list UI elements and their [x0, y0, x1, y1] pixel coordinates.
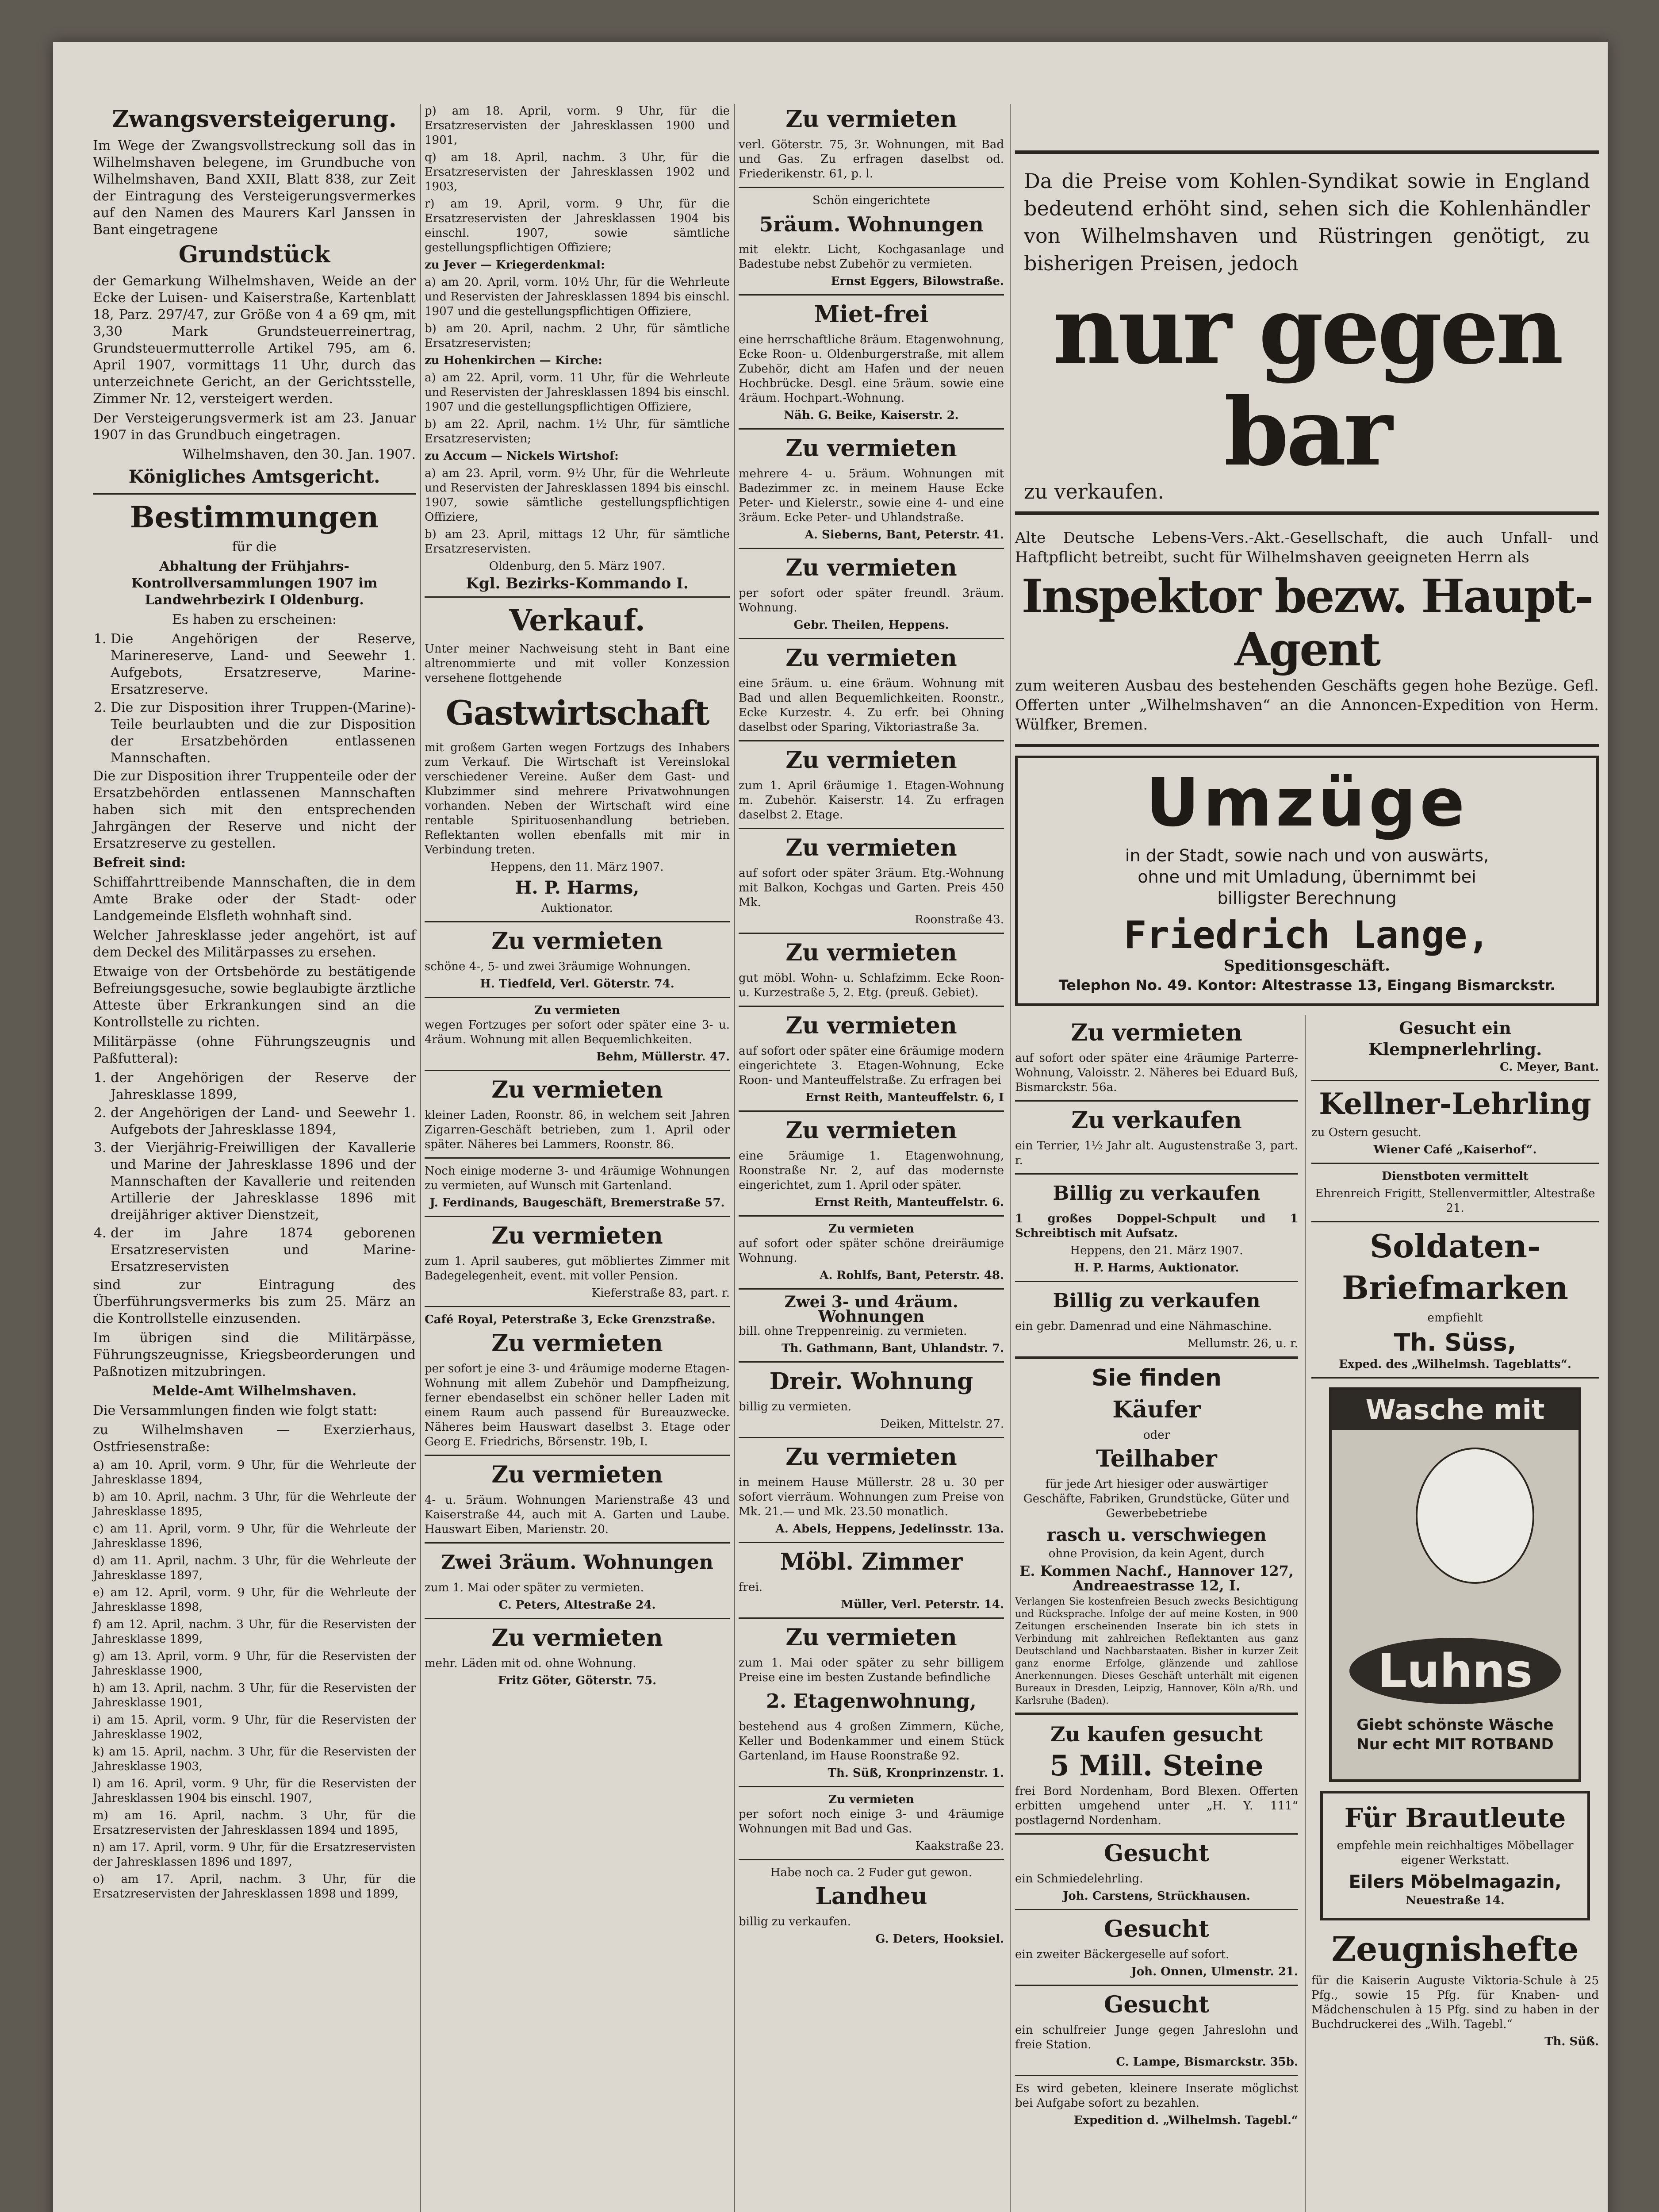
grundstueck-heading: Grundstück	[178, 241, 330, 268]
ad-text: Ehrenreich Frigitt, Stellenvermittler, Altestraße 21.	[1315, 1187, 1595, 1215]
ad-text: bestehend aus 4 großen Zimmern, Küche, Keller und Bodenkammer und einem Stück Gartenland, im Hause Roonstraße 92.	[739, 1720, 1004, 1763]
ad-title: Billig zu verkaufen	[1053, 1182, 1261, 1205]
ad-text: auf sofort oder später schöne dreiräumige Wohnung.	[739, 1237, 1004, 1265]
ad-title: Zu kaufen gesucht	[1050, 1722, 1263, 1746]
teilhaber-text: für jede Art hiesiger oder auswärtiger Geschäfte, Fabriken, Grundstücke, Güter und Gewerbebetriebe	[1023, 1478, 1290, 1520]
rasch-heading: rasch u. verschwiegen	[1046, 1525, 1267, 1545]
location-accum: zu Accum — Nickels Wirtshof:	[425, 449, 619, 463]
ad-title: Zu vermieten	[785, 554, 957, 581]
list-item: a) am 10. April, vorm. 9 Uhr, für die Wehrleute der Jahresklasse 1894,	[93, 1459, 416, 1486]
ad-text: billig zu vermieten.	[739, 1400, 852, 1413]
ad-signature: Roonstraße 43.	[915, 913, 1004, 926]
column-2	[425, 104, 730, 1691]
ad-text: billig zu verkaufen.	[739, 1915, 851, 1928]
ad-title: Gesucht ein Klempnerlehrling.	[1368, 1018, 1542, 1059]
column-rule	[734, 104, 735, 2212]
list-item: 2. Die zur Disposition ihrer Truppen-(Marine)-Teile beurlaubten und die zur Disposition der Ersatzbehörden entlassenen Mannschaften.	[111, 699, 416, 767]
date-line: Heppens, den 11. März 1907.	[490, 860, 664, 874]
ad-text: zum 1. Mai oder später zu vermieten.	[425, 1581, 644, 1594]
ad-title: Zu vermieten	[1071, 1019, 1242, 1046]
vermerk-text: Der Versteigerungsvermerk ist am 23. Januar 1907 in das Grundbuch eingetragen.	[93, 411, 416, 443]
list-item: q) am 18. April, nachm. 3 Uhr, für die Ersatzreservisten der Jahresklassen 1902 und 1903,	[425, 151, 730, 193]
ad-text: kleiner Laden, Roonstr. 86, in welchem seit Jahren Zigarren-Geschäft betrieben, zum 1. April oder später. Näheres bei Lammers, Roonstr. 86.	[425, 1109, 730, 1151]
ad-title: Gesucht	[1103, 1991, 1210, 2018]
ad-text: Noch einige moderne 3- und 4räumige Wohnungen zu vermieten, auf Wunsch mit Gartenland.	[425, 1164, 730, 1192]
ad-title: Zu vermieten	[785, 645, 957, 672]
divider	[1015, 1356, 1298, 1359]
ad-signature: Fritz Göter, Göterstr. 75.	[498, 1674, 657, 1687]
ad-text: zum 1. April sauberes, gut möbliertes Zimmer mit Badegelegenheit, event. mit voller Pension.	[425, 1255, 730, 1283]
erscheinen-list	[93, 631, 416, 767]
ad-signature: A. Rohlfs, Bant, Peterstr. 48.	[820, 1269, 1004, 1282]
divider	[425, 596, 730, 598]
divider	[739, 1110, 1004, 1112]
harms-signature: H. P. Harms,	[515, 877, 640, 898]
umzuege-text: in der Stadt, sowie nach und von auswärts, ohne und mit Umladung, übernimmt bei billigster Berechnung	[1125, 846, 1489, 908]
verkauf-title: Verkauf.	[509, 603, 645, 637]
empfiehlt-label: empfiehlt	[1427, 1311, 1483, 1325]
ad-title: Zu vermieten	[491, 1624, 663, 1651]
list-item: b) am 22. April, nachm. 1½ Uhr, für sämtliche Ersatzreservisten;	[425, 418, 730, 445]
verkauf-text: Unter meiner Nachweisung steht in Bant eine altrenommierte und mit voller Konzession versehene flottgehende	[425, 642, 730, 685]
ad-text: ein schulfreier Junge gegen Jahreslohn und freie Station.	[1015, 2024, 1298, 2051]
list-item: k) am 15. April, nachm. 3 Uhr, für die Reservisten der Jahresklasse 1903,	[93, 1745, 416, 1773]
tagline-1: Giebt schönste Wäsche	[1356, 1716, 1554, 1734]
ad-pre: Habe noch ca. 2 Fuder gut gewon.	[770, 1866, 973, 1879]
ad-title: 5räum. Wohnungen	[759, 212, 984, 236]
ad-text: mehr. Läden mit od. ohne Wohnung.	[425, 1657, 636, 1670]
kohlen-text: Da die Preise vom Kohlen-Syndikat sowie in England bedeutend erhöht sind, sehen sich die Kohlenhändler von Wilhelmshaven und Rüstringen genötigt, zu bisherigen Preisen, jedoch	[1024, 169, 1590, 275]
eilers-name: Eilers Möbelmagazin,	[1349, 1872, 1562, 1892]
ad-text: 1 großes Doppel-Schpult und 1 Schreibtisch mit Aufsatz.	[1015, 1212, 1298, 1240]
lebens-ad	[1015, 528, 1599, 747]
boy-illustration	[1416, 1448, 1534, 1584]
ad-signature: Mellumstr. 26, u. r.	[1187, 1337, 1298, 1350]
divider	[739, 428, 1004, 430]
ad-text: zu Ostern gesucht.	[1311, 1126, 1421, 1139]
ad-signature: A. Abels, Heppens, Jedelinsstr. 13a.	[775, 1522, 1004, 1536]
ad-text: bill. ohne Treppenreinig. zu vermieten.	[739, 1325, 967, 1338]
ad-text: schöne 4-, 5- und zwei 3räumige Wohnungen.	[425, 960, 691, 973]
list-item: d) am 11. April, nachm. 3 Uhr, für die Wehrleute der Jahresklasse 1897,	[93, 1554, 416, 1582]
ad-title: Zwei 3- und 4räum. Wohnungen	[784, 1293, 958, 1326]
list-item: a) am 23. April, vorm. 9½ Uhr, für die Wehrleute und Reservisten der Jahresklassen 1894 bis einschl. 1907, sowie sämtliche gestellungspflichtigen Offiziere,	[425, 467, 730, 524]
ad-text: gut möbl. Wohn- u. Schlafzimm. Ecke Roon- u. Kurzestraße 5, 2. Etg. (preuß. Gebiet).	[739, 972, 1004, 999]
schedule-list	[93, 1458, 416, 1901]
kommen-name: E. Kommen Nachf., Hannover 127, Andreaestrasse 12, I.	[1019, 1563, 1294, 1594]
divider	[425, 921, 730, 922]
column-3	[739, 104, 1004, 1949]
verkaufen-line: zu verkaufen.	[1024, 480, 1165, 503]
list-item: 1. der Angehörigen der Reserve der Jahresklasse 1899,	[111, 1070, 416, 1103]
divider	[739, 1006, 1004, 1007]
paragraph: Im übrigen sind die Militärpässe, Führungszeugnisse, Kriegsbeorderungen und Paßnotizen mitzubringen.	[93, 1330, 416, 1379]
ad-text: per sofort je eine 3- und 4räumige moderne Etagen-Wohnung mit allem Zubehör und Dampfheizung, ferner ebendaselbst ein schöner heller Laden mit einem Raum auch passend für Bureauzwecke. Näheres beim Hauswart daselbst 3. Etage oder Georg E. Friedrichs, Börsenstr. 19b, I.	[425, 1362, 730, 1448]
inserate-note: Es wird gebeten, kleinere Inserate möglichst bei Aufgabe sofort zu bezahlen.	[1015, 2082, 1298, 2110]
ad-signature: Näh. G. Beike, Kaiserstr. 2.	[784, 409, 959, 422]
ad-text: empfehle mein reichhaltiges Möbellager eigener Werkstatt.	[1337, 1839, 1574, 1867]
zwangsversteigerung-title: Zwangsversteigerung.	[112, 106, 397, 133]
divider	[739, 1437, 1004, 1438]
ad-signature: Ernst Eggers, Bilowstraße.	[831, 275, 1004, 288]
list-item: b) am 20. April, nachm. 2 Uhr, für sämtliche Ersatzreservisten;	[425, 322, 730, 350]
divider	[739, 1361, 1004, 1363]
divider	[739, 294, 1004, 296]
friedrich-lange: Friedrich Lange,	[1123, 913, 1490, 957]
ad-signature: Th. Gathmann, Bant, Uhlandstr. 7.	[781, 1342, 1004, 1355]
ad-text: für die Kaiserin Auguste Viktoria-Schule à 25 Pfg., sowie 15 Pfg. für Knaben- und Mädchenschulen à 15 Pfg. sind zu haben in der Buchdruckerei des „Wilh. Tagebl.“	[1311, 1974, 1599, 2031]
divider	[425, 1306, 730, 1307]
ad-title: Zu vermieten	[491, 1076, 663, 1103]
ad-signature: C. Lampe, Bismarckstr. 35b.	[1116, 2055, 1298, 2069]
ad-signature: Wiener Café „Kaiserhof“.	[1373, 1143, 1537, 1156]
spedition-label: Speditionsgeschäft.	[1224, 957, 1390, 975]
lebens-text: Alte Deutsche Lebens-Vers.-Akt.-Gesellschaft, die auch Unfall- und Haftpflicht betreibt, sucht für Wilhelmshaven geeigneten Herrn als	[1015, 529, 1599, 566]
paragraph: sind zur Eintragung des Überführungsvermerks bis zum 25. März an die Kontrollstelle einzusenden.	[93, 1277, 416, 1326]
suess-name: Th. Süss,	[1394, 1329, 1517, 1356]
telephone-line: Telephon No. 49. Kontor: Altestrasse 13, Eingang Bismarckstr.	[1058, 977, 1556, 994]
ad-title: Zu vermieten	[785, 1117, 957, 1144]
divider	[739, 1542, 1004, 1543]
divider	[739, 1288, 1004, 1290]
ad-pre: Schön eingerichtete	[812, 194, 930, 207]
divider	[425, 1455, 730, 1456]
ad-text: zum 1. Mai oder später zu sehr billigem Preise eine im besten Zustande befindliche	[739, 1656, 1004, 1684]
umzuege-ad	[1015, 756, 1599, 1006]
ad-signature: Deiken, Mittelstr. 27.	[880, 1417, 1004, 1431]
divider	[425, 1157, 730, 1159]
cafe-royal: Café Royal, Peterstraße 3, Ecke Grenzstraße.	[425, 1313, 716, 1326]
ad-title: 5 Mill. Steine	[1050, 1749, 1264, 1782]
rasch-text: ohne Provision, da kein Agent, durch	[1048, 1547, 1265, 1560]
divider	[739, 1859, 1004, 1860]
zeugnishefte-heading: Zeugnishefte	[1331, 1929, 1579, 1969]
ad-title: Zu vermieten	[785, 747, 957, 774]
ad-signature: Kieferstraße 83, part. r.	[591, 1286, 730, 1300]
ad-signature: Joh. Onnen, Ulmenstr. 21.	[1131, 1965, 1298, 1978]
meldeamt: Melde-Amt Wilhelmshaven.	[152, 1383, 357, 1399]
list-item: n) am 17. April, vorm. 9 Uhr, für die Ersatzreservisten der Jahresklassen 1896 und 1897,	[93, 1841, 416, 1869]
list-item: b) am 10. April, nachm. 3 Uhr, für die Wehrleute der Jahresklasse 1895,	[93, 1490, 416, 1518]
ad-title: Billig zu verkaufen	[1053, 1290, 1261, 1312]
divider	[739, 548, 1004, 549]
ad-text: auf sofort oder später eine 6räumige modern eingerichtete 3. Etagen-Wohnung, Ecke Roon- und Manteuffelstraße. Zu erfragen bei	[739, 1045, 1004, 1087]
column-rule	[1010, 104, 1011, 2212]
paragraph: Die Versammlungen finden wie folgt statt:	[93, 1403, 377, 1418]
ad-signature: Th. Süß, Kronprinzenstr. 1.	[828, 1767, 1004, 1780]
divider	[1015, 1985, 1298, 1986]
ad-text: ein Schmiedelehrling.	[1015, 1872, 1143, 1886]
ad-title: Möbl. Zimmer	[780, 1548, 963, 1575]
ad-signature: A. Sieberns, Bant, Peterstr. 41.	[805, 528, 1004, 541]
ad-text: 4- u. 5räum. Wohnungen Marienstraße 43 und Kaiserstraße 44, auch mit A. Garten und Laube. Hauswart Eiben, Marienstr. 20.	[425, 1494, 730, 1536]
ad-text: ein gebr. Damenrad und eine Nähmaschine.	[1015, 1320, 1272, 1333]
ad-title: Landheu	[815, 1883, 927, 1910]
ad-text: mit elektr. Licht, Kochgasanlage und Badestube nebst Zubehör zu vermieten.	[739, 243, 1004, 271]
paragraph: Welcher Jahresklasse jeder angehört, ist auf dem Deckel des Militärpasses zu ersehen.	[93, 928, 416, 960]
ad-text: per sofort oder später freundl. 3räum. Wohnung.	[739, 587, 1004, 614]
paragraph: Schiffahrttreibende Mannschaften, die in dem Amte Brake oder der Stadt- oder Landgemeinde Elsfleth wohnhaft sind.	[93, 875, 416, 924]
divider	[1015, 1713, 1298, 1715]
list-item: o) am 17. April, nachm. 3 Uhr, für die Ersatzreservisten der Jahresklassen 1898 und 1899,	[93, 1873, 416, 1901]
ad-text: eine herrschaftliche 8räum. Etagenwohnung, Ecke Roon- u. Oldenburgerstraße, mit allem Zubehör, dicht am Hafen und der neuen Hochbrücke. Desgl. eine 5räum. sowie eine 4räum. Hochpart.-Wohnung.	[739, 333, 1004, 405]
ad-title: Zwei 3räum. Wohnungen	[441, 1551, 713, 1574]
ad-text: zum 1. April 6räumige 1. Etagen-Wohnung m. Zubehör. Kaiserstr. 14. Zu erfragen daselbst 2. Etage.	[739, 779, 1004, 822]
erscheinen-line: Es haben zu erscheinen:	[172, 612, 337, 627]
divider	[1015, 2075, 1298, 2076]
list-item: p) am 18. April, vorm. 9 Uhr, für die Ersatzreservisten der Jahresklassen 1900 und 1901,	[425, 104, 730, 147]
ad-text: ein Terrier, 1½ Jahr alt. Augustenstraße 3, part. r.	[1015, 1139, 1298, 1167]
grundstueck-text: der Gemarkung Wilhelmshaven, Weide an der Ecke der Luisen- und Kaiserstraße, Kartenblatt 18, Parz. 297/47, zur Größe von 4 a 69 qm, mit 3,30 Mark Grundsteuerreinertrag, Grundsteuermutterrolle Artikel 795, am 6. April 1907, vormittags 11 Uhr, durch das unterzeichnete Gericht, an der Gerichtsstelle, Zimmer Nr. 12, versteigert werden.	[93, 273, 416, 407]
ad-title: Zu vermieten	[491, 1330, 663, 1357]
list-item: m) am 16. April, nachm. 3 Uhr, für die Ersatzreservisten der Jahresklassen 1894 und 1895,	[93, 1809, 416, 1837]
ad-text: per sofort noch einige 3- und 4räumige Wohnungen mit Bad und Gas.	[739, 1808, 1004, 1836]
divider	[739, 740, 1004, 741]
luhns-advertisement	[1329, 1387, 1581, 1782]
divider	[425, 1542, 730, 1544]
ad-signature: J. Ferdinands, Baugeschäft, Bremerstraße 57.	[429, 1196, 725, 1210]
ad-text: wegen Fortzuges per sofort oder später eine 3- u. 4räum. Wohnung mit allen Bequemlichkeiten.	[425, 1018, 730, 1046]
list-item: i) am 15. April, vorm. 9 Uhr, für die Reservisten der Jahresklasse 1902,	[93, 1713, 416, 1741]
ad-text: in meinem Hause Müllerstr. 28 u. 30 per sofort vierräum. Wohnungen zum Preise von Mk. 21.— und Mk. 23.50 monatlich.	[739, 1476, 1004, 1518]
ad-signature: H. Tiedfeld, Verl. Göterstr. 74.	[480, 977, 674, 991]
inspektor-heading: Inspektor bezw. Haupt-Agent	[1021, 569, 1593, 676]
divider	[739, 1786, 1004, 1787]
bestimmungen-title: Bestimmungen	[130, 500, 379, 534]
soldaten-heading: Soldaten-	[1370, 1227, 1540, 1265]
list-item: g) am 13. April, vorm. 9 Uhr, für die Reservisten der Jahresklasse 1900,	[93, 1650, 416, 1678]
kommen-text: Verlangen Sie kostenfreien Besuch zwecks Besichtigung und Rücksprache. Infolge der auf meine Kosten, in 900 Zeitungen erscheinenden Inserate bin ich stets in Verbindung mit zahlreichen Reflektanten aus ganz Deutschland und Nachbarstaaten. Bisher in kurzer Zeit ganz enorme Erfolge, glänzende und zahllose Anerkennungen. Dieses Geschäft unterhält mit eigenen Bureaux in Dresden, Leipzig, Hannover, Köln a/Rh. und Karlsruhe (Baden).	[1015, 1596, 1298, 1706]
date-line: Heppens, den 21. März 1907.	[1070, 1244, 1243, 1257]
divider	[739, 187, 1004, 188]
divider	[425, 1216, 730, 1217]
paragraph: Die zur Disposition ihrer Truppenteile oder der Ersatzbehörden entlassenen Mannschaften haben sich mit den entsprechenden Jahrgängen der Reserve und nicht der Ersatzreserve zu gestellen.	[93, 768, 416, 851]
ad-text: eine 5räumige 1. Etagenwohnung, Roonstraße Nr. 2, auf das modernste eingerichtet, zum 1. April oder später.	[739, 1149, 1004, 1192]
paragraph: Etwaige von der Ortsbehörde zu bestätigende Befreiungsgesuche, sowie beglaubigte ärztliche Atteste über Erkrankungen sind an die Kontrollstelle zu richten.	[93, 964, 416, 1030]
divider	[1015, 1833, 1298, 1835]
ad-text: verl. Göterstr. 75, 3r. Wohnungen, mit Bad und Gas. Zu erfragen daselbst od. Friederikenstr. 61, p. l.	[739, 138, 1004, 180]
list-item: 2. der Angehörigen der Land- und Seewehr 1. Aufgebots der Jahresklasse 1894,	[111, 1105, 416, 1138]
ad-text: frei.	[739, 1581, 763, 1594]
ad-title: Zu vermieten	[491, 1461, 663, 1488]
divider	[1311, 1377, 1599, 1379]
ad-title: Gesucht	[1103, 1840, 1210, 1867]
ad-signature: Gebr. Theilen, Heppens.	[793, 618, 949, 632]
divider	[739, 933, 1004, 934]
ad-text: eine 5räum. u. eine 6räum. Wohnung mit Bad und allen Bequemlichkeiten. Roonstr., Ecke Kurzestr. 4. Zu erfr. bei Ohning daselbst oder Sparing, Viktoriastraße 3a.	[739, 677, 1004, 734]
ad-title: Zu vermieten	[785, 106, 957, 133]
ad-title: Zu vermieten	[491, 1222, 663, 1249]
list-item: 3. der Vierjährig-Freiwilligen der Kavallerie und Marine der Jahresklasse 1896 und der Mannschaften der Kavallerie und reitenden Artillerie der Jahresklasse 1896 mit dreijähriger aktiver Dienstzeit,	[111, 1140, 416, 1224]
ad-title: Zu vermieten	[785, 435, 957, 462]
list-item: b) am 23. April, mittags 12 Uhr, für sämtliche Ersatzreservisten.	[425, 528, 730, 556]
brautleute-ad	[1320, 1791, 1590, 1920]
date-line: Wilhelmshaven, den 30. Jan. 1907.	[182, 447, 416, 462]
list-item: l) am 16. April, vorm. 9 Uhr, für die Reservisten der Jahresklassen 1904 bis einschl. 1907,	[93, 1777, 416, 1805]
column-rule	[1305, 1015, 1306, 2212]
sie-finden: Sie finden	[1092, 1365, 1222, 1391]
tagline-2: Nur echt MIT ROTBAND	[1356, 1736, 1554, 1753]
list-item: c) am 11. April, vorm. 9 Uhr, für die Wehrleute der Jahresklasse 1896,	[93, 1522, 416, 1550]
ad-title: Zu vermieten	[785, 834, 957, 861]
kohlen-ad	[1015, 150, 1599, 1006]
ad-signature: H. P. Harms, Auktionator.	[1074, 1261, 1239, 1275]
briefmarken-heading: Briefmarken	[1342, 1269, 1568, 1306]
list-item: a) am 22. April, vorm. 11 Uhr, für die Wehrleute und Reservisten der Jahresklassen 1894 bis einschl. 1907 und die gestellungspflichtigen Offiziere,	[425, 371, 730, 414]
gastwirtschaft-text: mit großem Garten wegen Fortzugs des Inhabers zum Verkauf. Die Wirtschaft ist Vereinslokal verschiedener Vereine. Außer dem Gast- und Klubzimmer sind mehrere Privatwohnungen vorhanden. Neben der Wirtschaft wird eine rentable Spirituosenhandlung betrieben. Reflektanten wollen ebenfalls mit mir in Verbindung treten.	[425, 741, 730, 856]
ad-signature: Kaakstraße 23.	[915, 1839, 1004, 1853]
kommando-signature: Kgl. Bezirks-Kommando I.	[466, 575, 689, 592]
ad-title: Zu vermieten	[491, 928, 663, 955]
divider	[1311, 1163, 1599, 1164]
ad-title: Zu vermieten	[828, 1793, 914, 1806]
paragraph: Militärpässe (ohne Führungszeugnis und Paßfutteral):	[93, 1034, 416, 1066]
court-signature: Königliches Amtsgericht.	[128, 466, 380, 487]
location-jever: zu Jever — Kriegerdenkmal:	[425, 258, 605, 272]
ad-title: 2. Etagenwohnung,	[766, 1690, 977, 1713]
date-line: Oldenburg, den 5. März 1907.	[489, 560, 666, 573]
divider	[425, 1070, 730, 1071]
ad-title: Gesucht	[1103, 1916, 1210, 1943]
divider	[739, 638, 1004, 639]
auktionator-label: Auktionator.	[541, 902, 613, 915]
umzuege-heading: Umzüge	[1146, 764, 1468, 841]
divider	[425, 1618, 730, 1619]
ad-text: mehrere 4- u. 5räum. Wohnungen mit Badezimmer zc. in meinem Hause Ecke Peter- und Kielerstr., sowie eine 4- und eine 3räum. Ecke Peter- und Uhlandstraße.	[739, 467, 1004, 524]
luhns-logo: Luhns	[1349, 1638, 1561, 1704]
ad-signature: C. Peters, Altestraße 24.	[498, 1598, 656, 1612]
column-rule	[420, 104, 421, 2212]
divider	[739, 1215, 1004, 1217]
bestimmungen-sub2: Abhaltung der Frühjahrs-Kontrollversammlungen 1907 im Landwehrbezirk I Oldenburg.	[131, 559, 378, 608]
ad-signature: Müller, Verl. Peterstr. 14.	[841, 1598, 1004, 1611]
divider	[739, 828, 1004, 829]
ad-text: auf sofort oder später eine 4räumige Parterre-Wohnung, Valoisstr. 2. Näheres bei Eduard Buß, Bismarckstr. 56a.	[1015, 1052, 1298, 1094]
ad-title: Zu vermieten	[785, 939, 957, 966]
kaeufer: Käufer	[1112, 1396, 1201, 1423]
list-item: 1. Die Angehörigen der Reserve, Marinereserve, Land- und Seewehr 1. Aufgebots, Ersatzreserve, Marine-Ersatzreserve.	[111, 631, 416, 698]
zwangsversteigerung-text: Im Wege der Zwangsvollstreckung soll das in Wilhelmshaven belegene, im Grundbuche von Wilhelmshaven, Band XXII, Blatt 838, zur Zeit der Eintragung des Versteigerungsvermerkes auf den Namen des Maurers Karl Janssen in Bant eingetragene	[93, 138, 416, 238]
divider	[1311, 1221, 1599, 1222]
wasche-tagline	[1332, 1715, 1579, 1754]
ad-signature: Th. Süß.	[1544, 2035, 1599, 2048]
nur-gegen-bar: nur gegen bar	[1053, 276, 1561, 487]
list-item: 4. der im Jahre 1874 geborenen Ersatzreservisten und Marine-Ersatzreservisten	[111, 1225, 416, 1275]
ad-signature: C. Meyer, Bant.	[1499, 1060, 1599, 1074]
ad-title: Zu vermieten	[785, 1444, 957, 1471]
divider	[93, 493, 416, 495]
ad-signature: Ernst Reith, Manteuffelstr. 6, I	[805, 1091, 1004, 1104]
ad-text: frei Bord Nordenham, Bord Blexen. Offerten erbitten umgehend unter „H. Y. 111“ postlagernd Nordenham.	[1015, 1785, 1298, 1827]
ad-title: Zu vermieten	[785, 1012, 957, 1039]
exped-label: Exped. des „Wilhelmsh. Tageblatts“.	[1339, 1358, 1571, 1371]
list-item: e) am 12. April, vorm. 9 Uhr, für die Wehrleute der Jahresklasse 1898,	[93, 1586, 416, 1614]
list-item: r) am 19. April, vorm. 9 Uhr, für die Ersatzreservisten der Jahresklassen 1904 bis einschl. 1907, sowie sämtliche gestellungspflichtigen Offiziere;	[425, 197, 730, 254]
kellner-heading: Kellner-Lehrling	[1319, 1087, 1591, 1121]
column-4	[1015, 1018, 1298, 2131]
divider	[1015, 1281, 1298, 1282]
ad-signature: Ernst Reith, Manteuffelstr. 6.	[814, 1196, 1004, 1209]
divider	[425, 997, 730, 998]
column-5	[1311, 1018, 1599, 2052]
ad-signature: G. Deters, Hooksiel.	[875, 1932, 1004, 1946]
eilers-address: Neuestraße 14.	[1406, 1894, 1505, 1907]
brautleute-heading: Für Brautleute	[1344, 1803, 1566, 1834]
list-item: f) am 12. April, nachm. 3 Uhr, für die Reservisten der Jahresklasse 1899,	[93, 1618, 416, 1646]
ad-text: ein zweiter Bäckergeselle auf sofort.	[1015, 1948, 1230, 1961]
column-1	[93, 104, 416, 1904]
ad-title: Zu vermieten	[828, 1222, 914, 1236]
ad-title: Dienstboten vermittelt	[1382, 1170, 1529, 1183]
befreit-label: Befreit sind:	[93, 855, 186, 871]
wasche-banner: Wasche mit	[1332, 1390, 1579, 1430]
inspektor-text: zum weiteren Ausbau des bestehenden Geschäfts gegen hohe Bezüge. Gefl. Offerten unter „Wilhelmshaven“ an die Annoncen-Expedition von Herm. Wülfker, Bremen.	[1015, 677, 1599, 733]
teilhaber: Teilhaber	[1096, 1445, 1217, 1472]
ad-title: Dreir. Wohnung	[769, 1368, 973, 1395]
divider	[1311, 1080, 1599, 1081]
kohlen-box	[1015, 150, 1599, 515]
bestimmungen-sub: für die	[232, 539, 277, 555]
list-item: h) am 13. April, nachm. 3 Uhr, für die Reservisten der Jahresklasse 1901,	[93, 1682, 416, 1709]
expedition-signature: Expedition d. „Wilhelmsh. Tagebl.“	[1073, 2114, 1298, 2127]
ad-title: Miet-frei	[814, 301, 929, 328]
location-hohenkirchen: zu Hohenkirchen — Kirche:	[425, 354, 602, 367]
oder: oder	[1143, 1429, 1170, 1442]
divider	[739, 1617, 1004, 1619]
militaerpaesse-list	[93, 1070, 416, 1275]
divider	[1015, 1100, 1298, 1102]
divider	[1015, 1173, 1298, 1175]
ad-title: Zu verkaufen	[1071, 1107, 1242, 1134]
ad-signature: Joh. Carstens, Strückhausen.	[1063, 1889, 1250, 1903]
divider	[1015, 1909, 1298, 1910]
list-item: a) am 20. April, vorm. 10½ Uhr, für die Wehrleute und Reservisten der Jahresklassen 1894 bis einschl. 1907 und die gestellungspflichtigen Offiziere,	[425, 276, 730, 318]
gastwirtschaft-heading: Gastwirtschaft	[445, 693, 709, 733]
ad-title: Zu vermieten	[534, 1004, 620, 1017]
paragraph: zu Wilhelmshaven — Exerzierhaus, Ostfriesenstraße:	[93, 1422, 416, 1455]
ad-title: Zu vermieten	[785, 1624, 957, 1651]
ad-text: auf sofort oder später 3räum. Etg.-Wohnung mit Balkon, Kochgas und Garten. Preis 450 Mk.	[739, 867, 1004, 909]
ad-signature: Behm, Müllerstr. 47.	[596, 1050, 730, 1064]
